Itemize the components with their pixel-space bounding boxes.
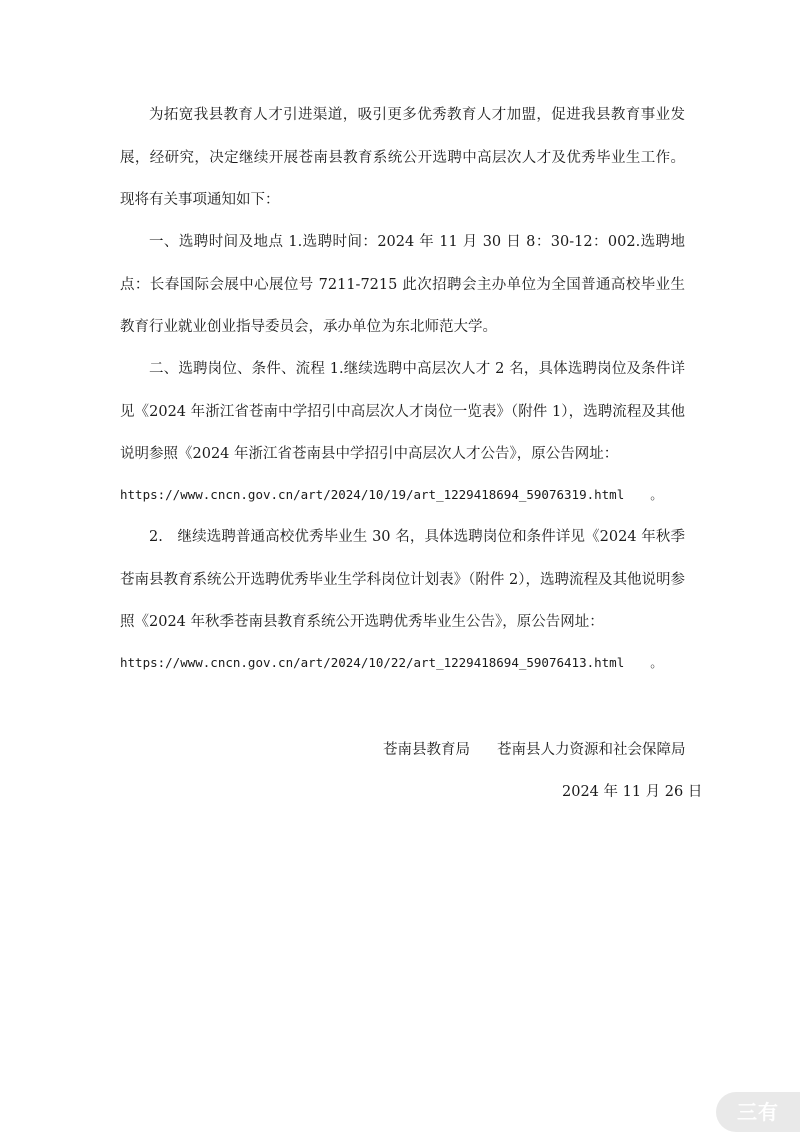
url-1-period: 。 [650, 487, 663, 502]
section-2-paragraph: 二、选聘岗位、条件、流程 1.继续选聘中高层次人才 2 名，具体选聘岗位及条件详见《2024 年浙江省苍南中学招引中高层次人才岗位一览表》（附件 1），选聘流程及其他说明参照《2024 年浙江省苍南县中学招引中高层次人才公告》，原公告网址： [120, 361, 685, 462]
announcement-url-1[interactable]: https://www.cncn.gov.cn/art/2024/10/19/art_1229418694_59076319.html [120, 487, 625, 502]
intro-paragraph: 为拓宽我县教育人才引进渠道，吸引更多优秀教育人才加盟，促进我县教育事业发展，经研究，决定继续开展苍南县教育系统公开选聘中高层次人才及优秀毕业生工作。现将有关事项通知如下： [120, 107, 685, 208]
signer-hr-bureau: 苍南县人力资源和社会保障局 [497, 742, 686, 758]
document-date: 2024 年 11 月 26 日 [562, 784, 703, 800]
watermark-logo: 三有 [716, 1092, 800, 1132]
section-1-paragraph: 一、选聘时间及地点 1.选聘时间：2024 年 11 月 30 日 8：30-12：002.选聘地点：长春国际会展中心展位号 7211-7215 此次招聘会主办单位为全国普通高校毕业生教育行业就业创业指导委员会，承办单位为东北师范大学。 [120, 234, 685, 335]
url-line-2 [120, 642, 685, 685]
signer-education-bureau: 苍南县教育局 [383, 742, 470, 758]
url-line-1 [120, 474, 685, 517]
section-2-item-2-paragraph: 2. 继续选聘普通高校优秀毕业生 30 名，具体选聘岗位和条件详见《2024 年秋季苍南县教育系统公开选聘优秀毕业生学科岗位计划表》（附件 2），选聘流程及其他说明参照《2024 年秋季苍南县教育系统公开选聘优秀毕业生公告》，原公告网址： [120, 529, 685, 630]
announcement-url-2[interactable]: https://www.cncn.gov.cn/art/2024/10/22/art_1229418694_59076413.html [120, 655, 625, 670]
url-2-period: 。 [650, 655, 663, 670]
